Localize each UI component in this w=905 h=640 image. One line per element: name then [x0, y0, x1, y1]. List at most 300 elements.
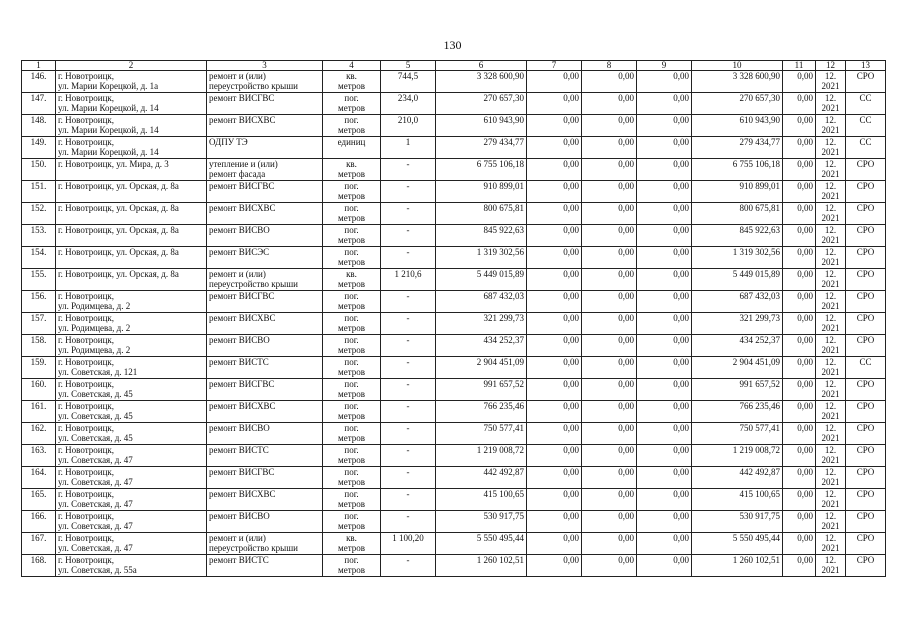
table-row — [22, 313, 886, 335]
table-row — [22, 115, 886, 137]
address-cell-line: г. Новотроицк, ул. Мира, д. 3 — [58, 159, 169, 169]
column-8-cell: 0,00 — [582, 555, 637, 577]
column-11-cell: 0,00 — [783, 93, 816, 115]
table-row — [22, 445, 886, 467]
column-9-cell: 0,00 — [637, 181, 692, 203]
column-11-cell: 0,00 — [783, 357, 816, 379]
completion-term-cell — [816, 423, 846, 445]
column-7-cell: 0,00 — [527, 181, 582, 203]
table-row — [22, 159, 886, 181]
completion-term-cell-line: 2021 — [821, 323, 840, 333]
unit-cell — [323, 555, 381, 577]
address-cell — [56, 159, 207, 181]
total-cost-cell: 279 434,77 — [436, 137, 527, 159]
completion-term-cell-line: 2021 — [821, 345, 840, 355]
column-7-cell: 0,00 — [527, 511, 582, 533]
work-type-cell-line: ремонт ВИСВО — [209, 511, 270, 521]
unit-cell-line: кв. — [346, 71, 357, 81]
address-cell — [56, 115, 207, 137]
column-9-cell: 0,00 — [637, 269, 692, 291]
address-cell-line: г. Новотроицк, — [58, 555, 115, 565]
table-row — [22, 203, 886, 225]
work-type-cell — [207, 203, 323, 225]
quantity-cell: - — [381, 511, 436, 533]
column-8-cell: 0,00 — [582, 357, 637, 379]
method-cell: СС — [846, 115, 886, 137]
table-row — [22, 379, 886, 401]
address-cell — [56, 357, 207, 379]
address-cell-line: ул. Советская, д. 55а — [58, 565, 137, 575]
method-cell: СРО — [846, 291, 886, 313]
unit-cell-line: метров — [338, 389, 365, 399]
completion-term-cell-line: 12. — [824, 489, 837, 499]
work-type-cell-line: ремонт ВИСВО — [209, 335, 270, 345]
table-row — [22, 357, 886, 379]
unit-cell-line: метров — [338, 411, 365, 421]
column-header-12: 12 — [816, 61, 846, 71]
column-8-cell: 0,00 — [582, 181, 637, 203]
column-10-cell: 2 904 451,09 — [692, 357, 783, 379]
completion-term-cell-line: 12. — [824, 423, 837, 433]
completion-term-cell-line: 2021 — [821, 301, 840, 311]
work-type-cell-line: ремонт ВИСГВС — [209, 379, 275, 389]
completion-term-cell — [816, 533, 846, 555]
column-11-cell: 0,00 — [783, 555, 816, 577]
row-number: 167. — [22, 533, 56, 555]
method-cell: СРО — [846, 181, 886, 203]
work-type-cell-line: ремонт ВИСГВС — [209, 93, 275, 103]
work-type-cell — [207, 115, 323, 137]
unit-cell-line: пог. — [344, 401, 359, 411]
unit-cell-line: метров — [338, 257, 365, 267]
column-10-cell: 434 252,37 — [692, 335, 783, 357]
completion-term-cell-line: 12. — [824, 247, 837, 257]
address-cell-line: г. Новотроицк, — [58, 445, 115, 455]
total-cost-cell: 5 550 495,44 — [436, 533, 527, 555]
method-cell: СРО — [846, 467, 886, 489]
address-cell — [56, 379, 207, 401]
completion-term-cell — [816, 137, 846, 159]
column-11-cell: 0,00 — [783, 137, 816, 159]
table-row — [22, 489, 886, 511]
column-10-cell: 5 449 015,89 — [692, 269, 783, 291]
address-cell-line: ул. Марии Корецкой, д. 14 — [58, 147, 159, 157]
unit-cell-line: кв. — [346, 159, 357, 169]
completion-term-cell — [816, 115, 846, 137]
unit-cell-line: пог. — [344, 93, 359, 103]
unit-cell — [323, 93, 381, 115]
address-cell-line: г. Новотроицк, — [58, 511, 115, 521]
unit-cell — [323, 489, 381, 511]
completion-term-cell-line: 12. — [824, 181, 837, 191]
work-type-cell — [207, 269, 323, 291]
column-header-1: 1 — [22, 61, 56, 71]
completion-term-cell-line: 12. — [824, 93, 837, 103]
column-9-cell: 0,00 — [637, 203, 692, 225]
unit-cell-line: метров — [338, 323, 365, 333]
address-cell-line: г. Новотроицк, — [58, 137, 115, 147]
quantity-cell: - — [381, 225, 436, 247]
row-number: 146. — [22, 71, 56, 93]
unit-cell-line: метров — [338, 499, 365, 509]
column-10-cell: 442 492,87 — [692, 467, 783, 489]
row-number: 166. — [22, 511, 56, 533]
unit-cell-line: метров — [338, 521, 365, 531]
column-7-cell: 0,00 — [527, 93, 582, 115]
column-8-cell: 0,00 — [582, 247, 637, 269]
work-type-cell — [207, 181, 323, 203]
column-11-cell: 0,00 — [783, 445, 816, 467]
quantity-cell: - — [381, 401, 436, 423]
unit-cell — [323, 379, 381, 401]
unit-cell — [323, 423, 381, 445]
completion-term-cell-line: 2021 — [821, 455, 840, 465]
column-9-cell: 0,00 — [637, 115, 692, 137]
column-10-cell: 610 943,90 — [692, 115, 783, 137]
address-cell-line: ул. Марии Корецкой, д. 1а — [58, 81, 159, 91]
column-11-cell: 0,00 — [783, 181, 816, 203]
unit-cell — [323, 445, 381, 467]
column-11-cell: 0,00 — [783, 71, 816, 93]
address-cell-line: г. Новотроицк, — [58, 115, 115, 125]
quantity-cell: - — [381, 181, 436, 203]
column-11-cell: 0,00 — [783, 489, 816, 511]
row-number: 153. — [22, 225, 56, 247]
column-7-cell: 0,00 — [527, 115, 582, 137]
column-9-cell: 0,00 — [637, 511, 692, 533]
column-10-cell: 270 657,30 — [692, 93, 783, 115]
address-cell-line: ул. Родимцева, д. 2 — [58, 301, 131, 311]
completion-term-cell — [816, 225, 846, 247]
unit-cell-line: метров — [338, 455, 365, 465]
completion-term-cell-line: 12. — [824, 357, 837, 367]
column-10-cell: 845 922,63 — [692, 225, 783, 247]
column-10-cell: 687 432,03 — [692, 291, 783, 313]
address-cell — [56, 181, 207, 203]
column-9-cell: 0,00 — [637, 379, 692, 401]
unit-cell-line: пог. — [344, 489, 359, 499]
method-cell: СРО — [846, 533, 886, 555]
method-cell: СРО — [846, 225, 886, 247]
total-cost-cell: 766 235,46 — [436, 401, 527, 423]
completion-term-cell — [816, 291, 846, 313]
work-type-cell-line: переустройство крыши — [209, 81, 298, 91]
address-cell — [56, 489, 207, 511]
address-cell — [56, 137, 207, 159]
column-7-cell: 0,00 — [527, 467, 582, 489]
address-cell — [56, 335, 207, 357]
unit-cell-line: метров — [338, 433, 365, 443]
total-cost-cell: 5 449 015,89 — [436, 269, 527, 291]
completion-term-cell — [816, 379, 846, 401]
column-11-cell: 0,00 — [783, 225, 816, 247]
work-type-cell — [207, 533, 323, 555]
column-11-cell: 0,00 — [783, 533, 816, 555]
column-9-cell: 0,00 — [637, 313, 692, 335]
address-cell-line: ул. Советская, д. 45 — [58, 411, 133, 421]
unit-cell — [323, 203, 381, 225]
column-7-cell: 0,00 — [527, 357, 582, 379]
column-11-cell: 0,00 — [783, 401, 816, 423]
row-number: 159. — [22, 357, 56, 379]
page-number: 130 — [443, 38, 462, 52]
column-8-cell: 0,00 — [582, 115, 637, 137]
completion-term-cell-line: 2021 — [821, 147, 840, 157]
method-cell: СС — [846, 137, 886, 159]
column-header-5: 5 — [381, 61, 436, 71]
work-type-cell — [207, 401, 323, 423]
column-11-cell: 0,00 — [783, 467, 816, 489]
completion-term-cell-line: 12. — [824, 313, 837, 323]
row-number: 157. — [22, 313, 56, 335]
address-cell-line: ул. Советская, д. 47 — [58, 477, 133, 487]
work-type-cell-line: переустройство крыши — [209, 543, 298, 553]
total-cost-cell: 750 577,41 — [436, 423, 527, 445]
column-8-cell: 0,00 — [582, 489, 637, 511]
column-8-cell: 0,00 — [582, 291, 637, 313]
unit-cell-line: метров — [338, 565, 365, 575]
quantity-cell: - — [381, 335, 436, 357]
work-type-cell — [207, 467, 323, 489]
completion-term-cell-line: 2021 — [821, 257, 840, 267]
method-cell: СРО — [846, 313, 886, 335]
completion-term-cell-line: 2021 — [821, 103, 840, 113]
quantity-cell: - — [381, 489, 436, 511]
work-type-cell — [207, 93, 323, 115]
completion-term-cell-line: 2021 — [821, 213, 840, 223]
work-type-cell-line: ремонт и (или) — [209, 269, 266, 279]
completion-term-cell-line: 2021 — [821, 389, 840, 399]
column-7-cell: 0,00 — [527, 401, 582, 423]
column-header-13: 13 — [846, 61, 886, 71]
work-type-cell-line: переустройство крыши — [209, 279, 298, 289]
total-cost-cell: 6 755 106,18 — [436, 159, 527, 181]
completion-term-cell — [816, 335, 846, 357]
completion-term-cell-line: 2021 — [821, 279, 840, 289]
unit-cell — [323, 269, 381, 291]
unit-cell-line: метров — [338, 301, 365, 311]
column-header-2: 2 — [56, 61, 207, 71]
completion-term-cell-line: 12. — [824, 269, 837, 279]
column-10-cell: 6 755 106,18 — [692, 159, 783, 181]
total-cost-cell: 991 657,52 — [436, 379, 527, 401]
work-type-cell-line: ремонт ВИСХВС — [209, 203, 276, 213]
completion-term-cell-line: 2021 — [821, 521, 840, 531]
total-cost-cell: 910 899,01 — [436, 181, 527, 203]
address-cell-line: ул. Советская, д. 47 — [58, 455, 133, 465]
unit-cell-line: метров — [338, 235, 365, 245]
work-type-cell-line: ремонт ВИСВО — [209, 423, 270, 433]
unit-cell — [323, 313, 381, 335]
address-cell-line: ул. Советская, д. 45 — [58, 433, 133, 443]
address-cell-line: г. Новотроицк, ул. Орская, д. 8а — [58, 247, 179, 257]
address-cell — [56, 225, 207, 247]
column-9-cell: 0,00 — [637, 401, 692, 423]
work-type-cell — [207, 357, 323, 379]
column-9-cell: 0,00 — [637, 555, 692, 577]
address-cell-line: ул. Советская, д. 45 — [58, 389, 133, 399]
completion-term-cell-line: 2021 — [821, 169, 840, 179]
column-7-cell: 0,00 — [527, 269, 582, 291]
column-11-cell: 0,00 — [783, 159, 816, 181]
quantity-cell: - — [381, 357, 436, 379]
unit-cell-line: метров — [338, 543, 365, 553]
work-type-cell-line: ремонт ВИСТС — [209, 445, 269, 455]
completion-term-cell-line: 12. — [824, 335, 837, 345]
total-cost-cell: 530 917,75 — [436, 511, 527, 533]
address-cell-line: ул. Родимцева, д. 2 — [58, 323, 131, 333]
unit-cell-line: метров — [338, 169, 365, 179]
quantity-cell: - — [381, 291, 436, 313]
address-cell-line: г. Новотроицк, — [58, 533, 115, 543]
column-7-cell: 0,00 — [527, 247, 582, 269]
address-cell — [56, 247, 207, 269]
column-9-cell: 0,00 — [637, 335, 692, 357]
table-row — [22, 93, 886, 115]
column-10-cell: 321 299,73 — [692, 313, 783, 335]
table-row — [22, 247, 886, 269]
work-type-cell-line: ремонт ВИСХВС — [209, 313, 276, 323]
completion-term-cell-line: 12. — [824, 467, 837, 477]
unit-cell-line: кв. — [346, 269, 357, 279]
unit-cell-line: метров — [338, 477, 365, 487]
column-8-cell: 0,00 — [582, 269, 637, 291]
address-cell — [56, 445, 207, 467]
table-row — [22, 291, 886, 313]
method-cell: СРО — [846, 423, 886, 445]
quantity-cell: - — [381, 247, 436, 269]
column-11-cell: 0,00 — [783, 423, 816, 445]
unit-cell-line: пог. — [344, 247, 359, 257]
total-cost-cell: 610 943,90 — [436, 115, 527, 137]
row-number: 148. — [22, 115, 56, 137]
address-cell-line: г. Новотроицк, — [58, 291, 115, 301]
row-number: 162. — [22, 423, 56, 445]
column-10-cell: 750 577,41 — [692, 423, 783, 445]
work-type-cell — [207, 159, 323, 181]
completion-term-cell-line: 2021 — [821, 499, 840, 509]
quantity-cell: 1 — [381, 137, 436, 159]
column-10-cell: 766 235,46 — [692, 401, 783, 423]
work-type-cell — [207, 247, 323, 269]
completion-term-cell-line: 2021 — [821, 191, 840, 201]
unit-cell-line: метров — [338, 191, 365, 201]
row-number: 161. — [22, 401, 56, 423]
column-11-cell: 0,00 — [783, 291, 816, 313]
completion-term-cell — [816, 489, 846, 511]
work-type-cell-line: ремонт и (или) — [209, 71, 266, 81]
column-7-cell: 0,00 — [527, 379, 582, 401]
unit-cell — [323, 357, 381, 379]
column-11-cell: 0,00 — [783, 115, 816, 137]
unit-cell-line: пог. — [344, 291, 359, 301]
total-cost-cell: 1 260 102,51 — [436, 555, 527, 577]
method-cell: СРО — [846, 445, 886, 467]
column-9-cell: 0,00 — [637, 71, 692, 93]
completion-term-cell-line: 12. — [824, 225, 837, 235]
completion-term-cell — [816, 247, 846, 269]
address-cell-line: г. Новотроицк, — [58, 71, 115, 81]
completion-term-cell — [816, 181, 846, 203]
address-cell-line: г. Новотроицк, — [58, 379, 115, 389]
method-cell: СРО — [846, 555, 886, 577]
column-9-cell: 0,00 — [637, 357, 692, 379]
unit-cell — [323, 533, 381, 555]
unit-cell — [323, 115, 381, 137]
method-cell: СРО — [846, 489, 886, 511]
address-cell — [56, 401, 207, 423]
column-7-cell: 0,00 — [527, 71, 582, 93]
completion-term-cell-line: 2021 — [821, 565, 840, 575]
table-body — [22, 71, 886, 577]
table-row — [22, 71, 886, 93]
table-row — [22, 423, 886, 445]
column-7-cell: 0,00 — [527, 203, 582, 225]
column-10-cell: 279 434,77 — [692, 137, 783, 159]
work-type-cell-line: ремонт ВИСВО — [209, 225, 270, 235]
address-cell — [56, 423, 207, 445]
address-cell — [56, 269, 207, 291]
address-cell-line: г. Новотроицк, — [58, 335, 115, 345]
column-11-cell: 0,00 — [783, 269, 816, 291]
quantity-cell: - — [381, 467, 436, 489]
total-cost-cell: 687 432,03 — [436, 291, 527, 313]
column-header-3: 3 — [207, 61, 323, 71]
work-type-cell-line: ремонт ВИСХВС — [209, 115, 276, 125]
work-type-cell-line: ремонт фасада — [209, 169, 266, 179]
completion-term-cell — [816, 203, 846, 225]
total-cost-cell: 270 657,30 — [436, 93, 527, 115]
quantity-cell: - — [381, 379, 436, 401]
completion-term-cell-line: 12. — [824, 401, 837, 411]
row-number: 158. — [22, 335, 56, 357]
address-cell-line: ул. Советская, д. 47 — [58, 543, 133, 553]
total-cost-cell: 1 219 008,72 — [436, 445, 527, 467]
work-type-cell-line: ремонт ВИСГВС — [209, 181, 275, 191]
table-row — [22, 225, 886, 247]
column-7-cell: 0,00 — [527, 137, 582, 159]
address-cell-line: ул. Советская, д. 47 — [58, 521, 133, 531]
completion-term-cell-line: 2021 — [821, 125, 840, 135]
method-cell: СРО — [846, 335, 886, 357]
address-cell — [56, 93, 207, 115]
column-header-4: 4 — [323, 61, 381, 71]
quantity-cell: - — [381, 159, 436, 181]
method-cell: СРО — [846, 401, 886, 423]
quantity-cell: - — [381, 313, 436, 335]
unit-cell-line: метров — [338, 103, 365, 113]
completion-term-cell — [816, 159, 846, 181]
address-cell-line: ул. Марии Корецкой, д. 14 — [58, 125, 159, 135]
method-cell: СРО — [846, 159, 886, 181]
unit-cell-line: метров — [338, 345, 365, 355]
unit-cell — [323, 137, 381, 159]
column-7-cell: 0,00 — [527, 291, 582, 313]
unit-cell-line: метров — [338, 279, 365, 289]
total-cost-cell: 442 492,87 — [436, 467, 527, 489]
column-8-cell: 0,00 — [582, 93, 637, 115]
work-type-cell — [207, 555, 323, 577]
work-type-cell-line: утепление и (или) — [209, 159, 278, 169]
unit-cell-line: пог. — [344, 313, 359, 323]
unit-cell-line: пог. — [344, 423, 359, 433]
row-number: 156. — [22, 291, 56, 313]
column-8-cell: 0,00 — [582, 71, 637, 93]
column-10-cell: 1 260 102,51 — [692, 555, 783, 577]
completion-term-cell — [816, 401, 846, 423]
row-number: 163. — [22, 445, 56, 467]
quantity-cell: - — [381, 445, 436, 467]
